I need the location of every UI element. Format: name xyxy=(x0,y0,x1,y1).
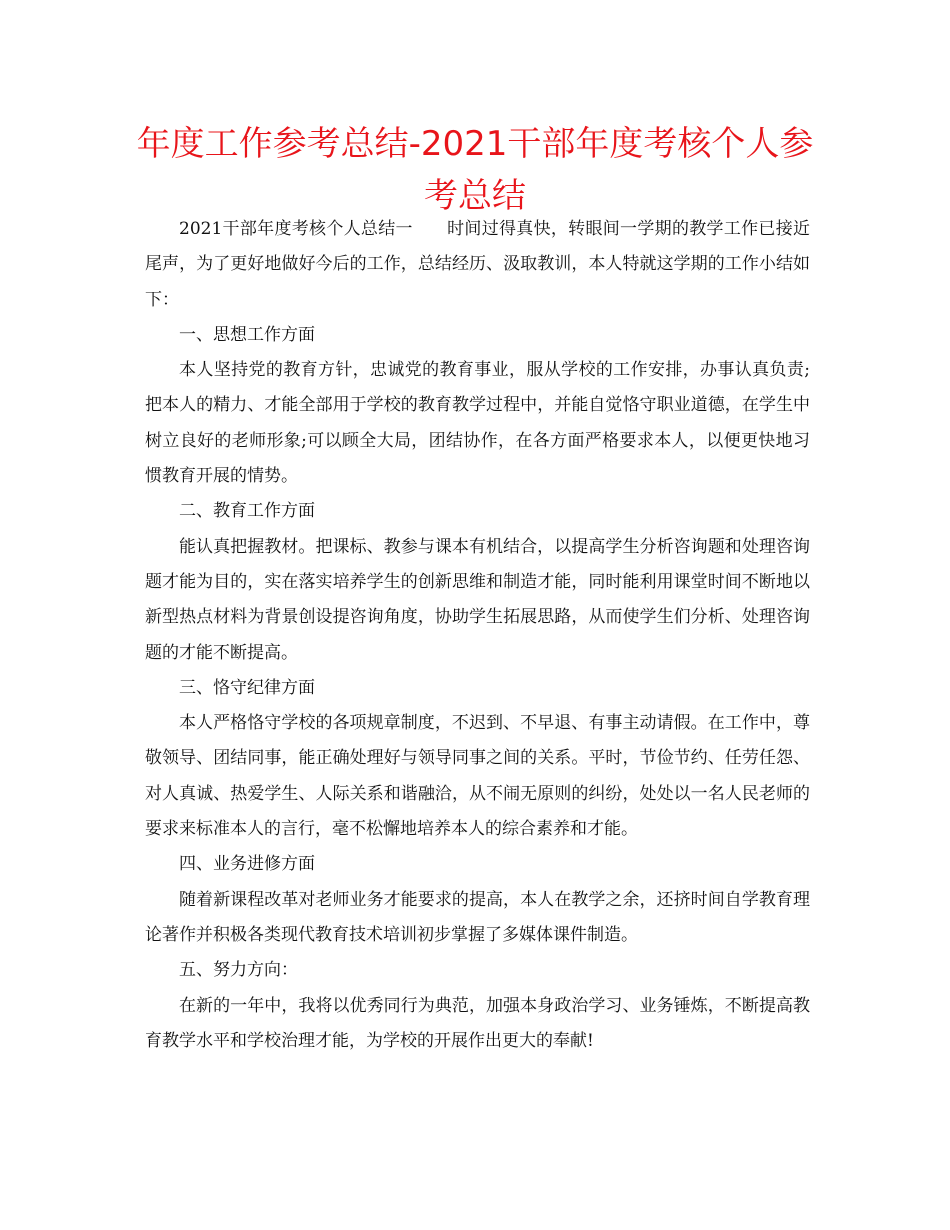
section-heading-4: 四、业务进修方面 xyxy=(179,854,315,875)
intro-paragraph xyxy=(145,212,810,318)
intro-text: 时间过得真快，转眼间一学期的教学工作已接近尾声，为了更好地做好今后的工作，总结经历、汲取教训，本人特就这学期的工作小结如下： xyxy=(145,219,811,310)
section-text-4: 随着新课程改革对老师业务才能要求的提高，本人在教学之余，还挤时间自学教育理论著作并积极各类现代教育技术培训初步掌握了多媒体课件制造。 xyxy=(145,889,810,945)
document-body xyxy=(145,212,810,1059)
section-heading-5: 五、努力方向： xyxy=(179,960,298,981)
section-heading-1: 一、思想工作方面 xyxy=(179,324,315,345)
section-text-5: 在新的一年中，我将以优秀同行为典范，加强本身政治学习、业务锤炼，不断提高教育教学水平和学校治理才能，为学校的开展作出更大的奉献! xyxy=(145,995,810,1051)
section-text-3: 本人严格恪守学校的各项规章制度，不迟到、不早退、有事主动请假。在工作中，尊敬领导、团结同事，能正确处理好与领导同事之间的关系。平时，节俭节约、任劳任怨、对人真诚、热爱学生、人际关系和谐融洽，从不闹无原则的纠纷，处处以一名人民老师的要求来标准本人的言行，毫不松懈地培养本人的综合素养和才能。 xyxy=(145,713,810,840)
document-title: 年度工作参考总结-2021干部年度考核个人参考总结 xyxy=(136,124,814,216)
intro-heading: 2021干部年度考核个人总结一 xyxy=(179,219,413,239)
section-text-1: 本人坚持党的教育方针，忠诚党的教育事业，服从学校的工作安排，办事认真负责;把本人的精力、才能全部用于学校的教育教学过程中，并能自觉恪守职业道德，在学生中树立良好的老师形象;可以顾全大局，团结协作，在各方面严格要求本人，以便更快地习惯教育开展的情势。 xyxy=(145,360,810,487)
section-text-2: 能认真把握教材。把课标、教参与课本有机结合，以提高学生分析咨询题和处理咨询题才能为目的，实在落实培养学生的创新思维和制造才能，同时能利用课堂时间不断地以新型热点材料为背景创设提咨询角度，协助学生拓展思路，从而使学生们分析、处理咨询题的才能不断提高。 xyxy=(145,536,810,663)
section-heading-2: 二、教育工作方面 xyxy=(179,501,315,522)
section-heading-3: 三、恪守纪律方面 xyxy=(179,677,315,698)
